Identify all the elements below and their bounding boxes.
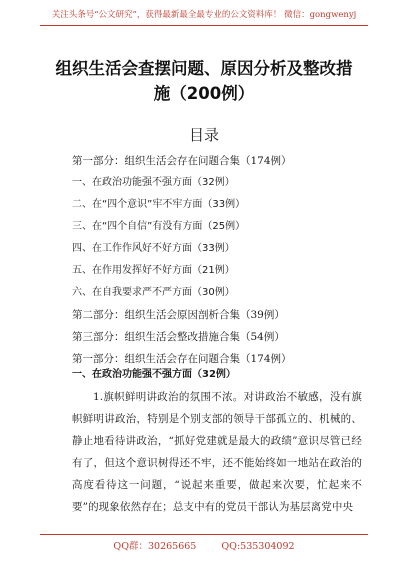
toc-title: 目录 [188, 126, 219, 144]
toc-item[interactable]: 第三部分：组织生活会整改措施合集（54例） [72, 331, 285, 343]
header-divider [40, 25, 368, 26]
toc-item[interactable]: 第一部分：组织生活会存在问题合集（174例） [72, 155, 292, 167]
toc-item[interactable]: 三、在“四个自信”有没有方面（25例） [72, 221, 246, 232]
body-paragraph: 1.旗帜鲜明讲政治的氛围不浓。对讲政治不敏感，没有旗帜鲜明讲政治，特别是个别支部的领导干部孤立的、机械的、静止地看待讲政治，“抓好党建就是最大的政绩”意识尽管已经有了，但这个意识树得还不牢，还不能始终如一地站在政治的高度看待这一问题，“说起来重要，做起来次要，忙起来不要”的现象依然存在；总支中有的党员干部认为基层离党中央 [72, 391, 362, 513]
table-of-contents [72, 150, 362, 370]
footer-qq: QQ:535304092 [221, 541, 295, 552]
footer-contact [0, 538, 408, 552]
footer-divider [40, 534, 368, 535]
toc-item[interactable]: 六、在自我要求严不严方面（30例） [72, 287, 235, 298]
toc-item[interactable]: 五、在作用发挥好不好方面（21例） [72, 265, 235, 276]
toc-item[interactable]: 一、在政治功能强不强方面（32例） [72, 177, 235, 188]
toc-item[interactable]: 四、在工作作风好不好方面（33例） [72, 243, 235, 254]
section-heading: 一、在政治功能强不强方面（32例） [72, 369, 236, 380]
document-title: 组织生活会查摆问题、原因分析及整改措施（200例） [55, 59, 353, 103]
footer-qq-group: QQ群：30265665 [113, 541, 197, 552]
toc-item[interactable]: 第二部分：组织生活会原因剖析合集（39例） [72, 309, 285, 321]
toc-item[interactable]: 二、在“四个意识”牢不牢方面（33例） [72, 199, 246, 210]
header-notice: 关注头条号“公文研究”，获得最新最全最专业的公文资料库！ 微信：gongwenyj [51, 10, 357, 20]
toc-item[interactable]: 第一部分：组织生活会存在问题合集（174例） [72, 353, 292, 365]
